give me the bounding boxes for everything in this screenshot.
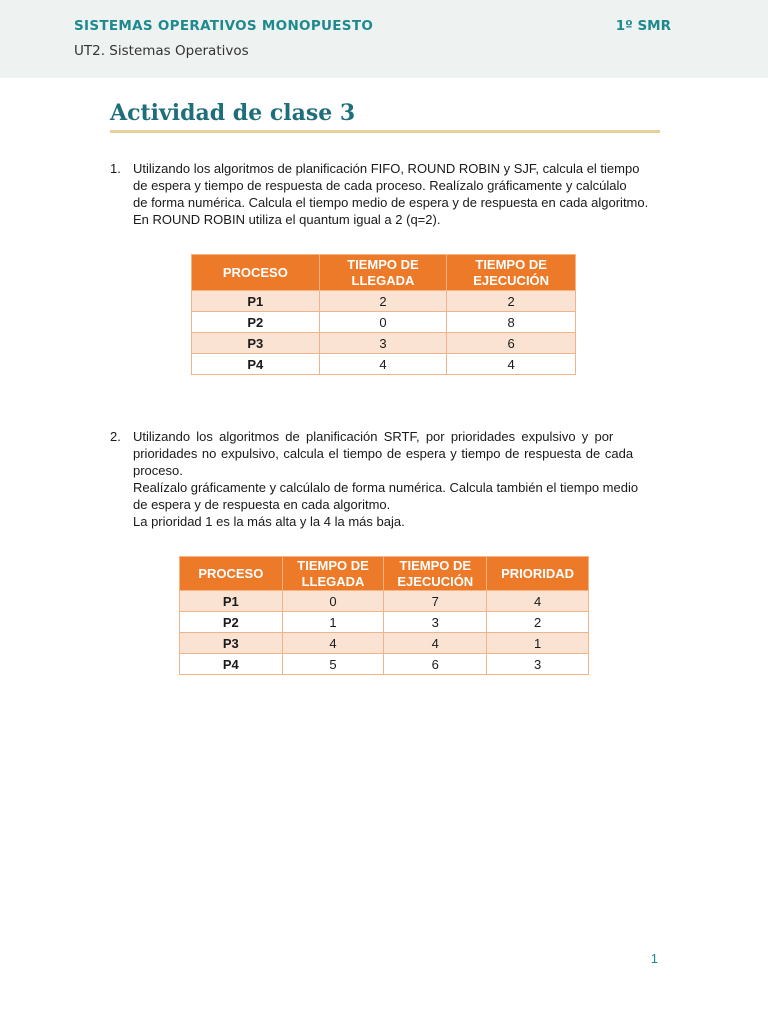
cell-llegada: 1 <box>282 612 384 633</box>
header-proceso: PROCESO <box>192 255 320 291</box>
unit-name: UT2. Sistemas Operativos <box>74 43 249 59</box>
cell-proceso: P1 <box>192 291 320 312</box>
cell-ejecucion: 2 <box>447 291 576 312</box>
cell-prioridad: 2 <box>487 612 589 633</box>
header-tiempo-llegada: TIEMPO DE LLEGADA <box>319 255 447 291</box>
table-row <box>192 291 576 312</box>
cell-ejecucion: 7 <box>384 591 487 612</box>
table-row <box>192 312 576 333</box>
table-header-row <box>192 255 576 291</box>
exercise-2-line: La prioridad 1 es la más alta y la 4 la más baja. <box>133 514 405 529</box>
header-tiempo-ejecucion: TIEMPO DE EJECUCIÓN <box>384 557 487 591</box>
cell-proceso: P3 <box>192 333 320 354</box>
cell-prioridad: 3 <box>487 654 589 675</box>
cell-proceso: P4 <box>192 354 320 375</box>
cell-ejecucion: 4 <box>447 354 576 375</box>
cell-ejecucion: 3 <box>384 612 487 633</box>
exercise-2-text <box>133 428 658 530</box>
exercise-1 <box>110 160 658 228</box>
process-table-2 <box>179 556 589 675</box>
cell-llegada: 2 <box>319 291 447 312</box>
header-tiempo-ejecucion: TIEMPO DE EJECUCIÓN <box>447 255 576 291</box>
course-name: SISTEMAS OPERATIVOS MONOPUESTO <box>74 18 374 34</box>
table-row <box>180 654 589 675</box>
process-table-1 <box>191 254 576 375</box>
table-row <box>180 612 589 633</box>
header-tiempo-llegada: TIEMPO DE LLEGADA <box>282 557 384 591</box>
exercise-1-line: En ROUND ROBIN utiliza el quantum igual a 2 (q=2). <box>133 212 441 227</box>
exercise-2 <box>110 428 658 530</box>
cell-proceso: P2 <box>180 612 283 633</box>
cell-ejecucion: 4 <box>384 633 487 654</box>
cell-ejecucion: 6 <box>447 333 576 354</box>
cell-llegada: 0 <box>282 591 384 612</box>
table-row <box>192 354 576 375</box>
exercise-2-line: proceso. <box>133 463 183 478</box>
course-level: 1º SMR <box>615 18 671 34</box>
cell-proceso: P3 <box>180 633 283 654</box>
exercise-2-number: 2. <box>110 429 121 444</box>
title-underline <box>110 130 660 133</box>
exercise-1-number: 1. <box>110 161 121 176</box>
cell-prioridad: 4 <box>487 591 589 612</box>
page-title: Actividad de clase 3 <box>110 100 356 126</box>
cell-llegada: 4 <box>319 354 447 375</box>
cell-ejecucion: 6 <box>384 654 487 675</box>
cell-llegada: 3 <box>319 333 447 354</box>
cell-proceso: P4 <box>180 654 283 675</box>
header-proceso: PROCESO <box>180 557 283 591</box>
table-header-row <box>180 557 589 591</box>
page-number: 1 <box>650 951 658 966</box>
exercise-1-line: Utilizando los algoritmos de planificación FIFO, ROUND ROBIN y SJF, calcula el tiempo <box>133 161 640 176</box>
cell-prioridad: 1 <box>487 633 589 654</box>
exercise-1-text <box>133 160 658 228</box>
exercise-1-line: de espera y tiempo de respuesta de cada proceso. Realízalo gráficamente y calcúlalo <box>133 178 627 193</box>
cell-ejecucion: 8 <box>447 312 576 333</box>
exercise-2-line: Utilizando los algoritmos de planificación SRTF, por prioridades expulsivo y por <box>133 429 614 444</box>
cell-proceso: P1 <box>180 591 283 612</box>
exercise-2-line: prioridades no expulsivo, calcula el tiempo de espera y tiempo de respuesta de cada <box>133 446 634 461</box>
cell-llegada: 0 <box>319 312 447 333</box>
header-prioridad: PRIORIDAD <box>487 557 589 591</box>
exercise-2-line: de espera y de respuesta en cada algoritmo. <box>133 497 391 512</box>
table-row <box>180 591 589 612</box>
exercise-1-line: de forma numérica. Calcula el tiempo medio de espera y de respuesta en cada algoritmo. <box>133 195 649 210</box>
table-row <box>180 633 589 654</box>
cell-llegada: 4 <box>282 633 384 654</box>
table-row <box>192 333 576 354</box>
cell-proceso: P2 <box>192 312 320 333</box>
cell-llegada: 5 <box>282 654 384 675</box>
page-header <box>0 0 768 78</box>
exercise-2-line: Realízalo gráficamente y calcúlalo de forma numérica. Calcula también el tiempo medio <box>133 480 639 495</box>
